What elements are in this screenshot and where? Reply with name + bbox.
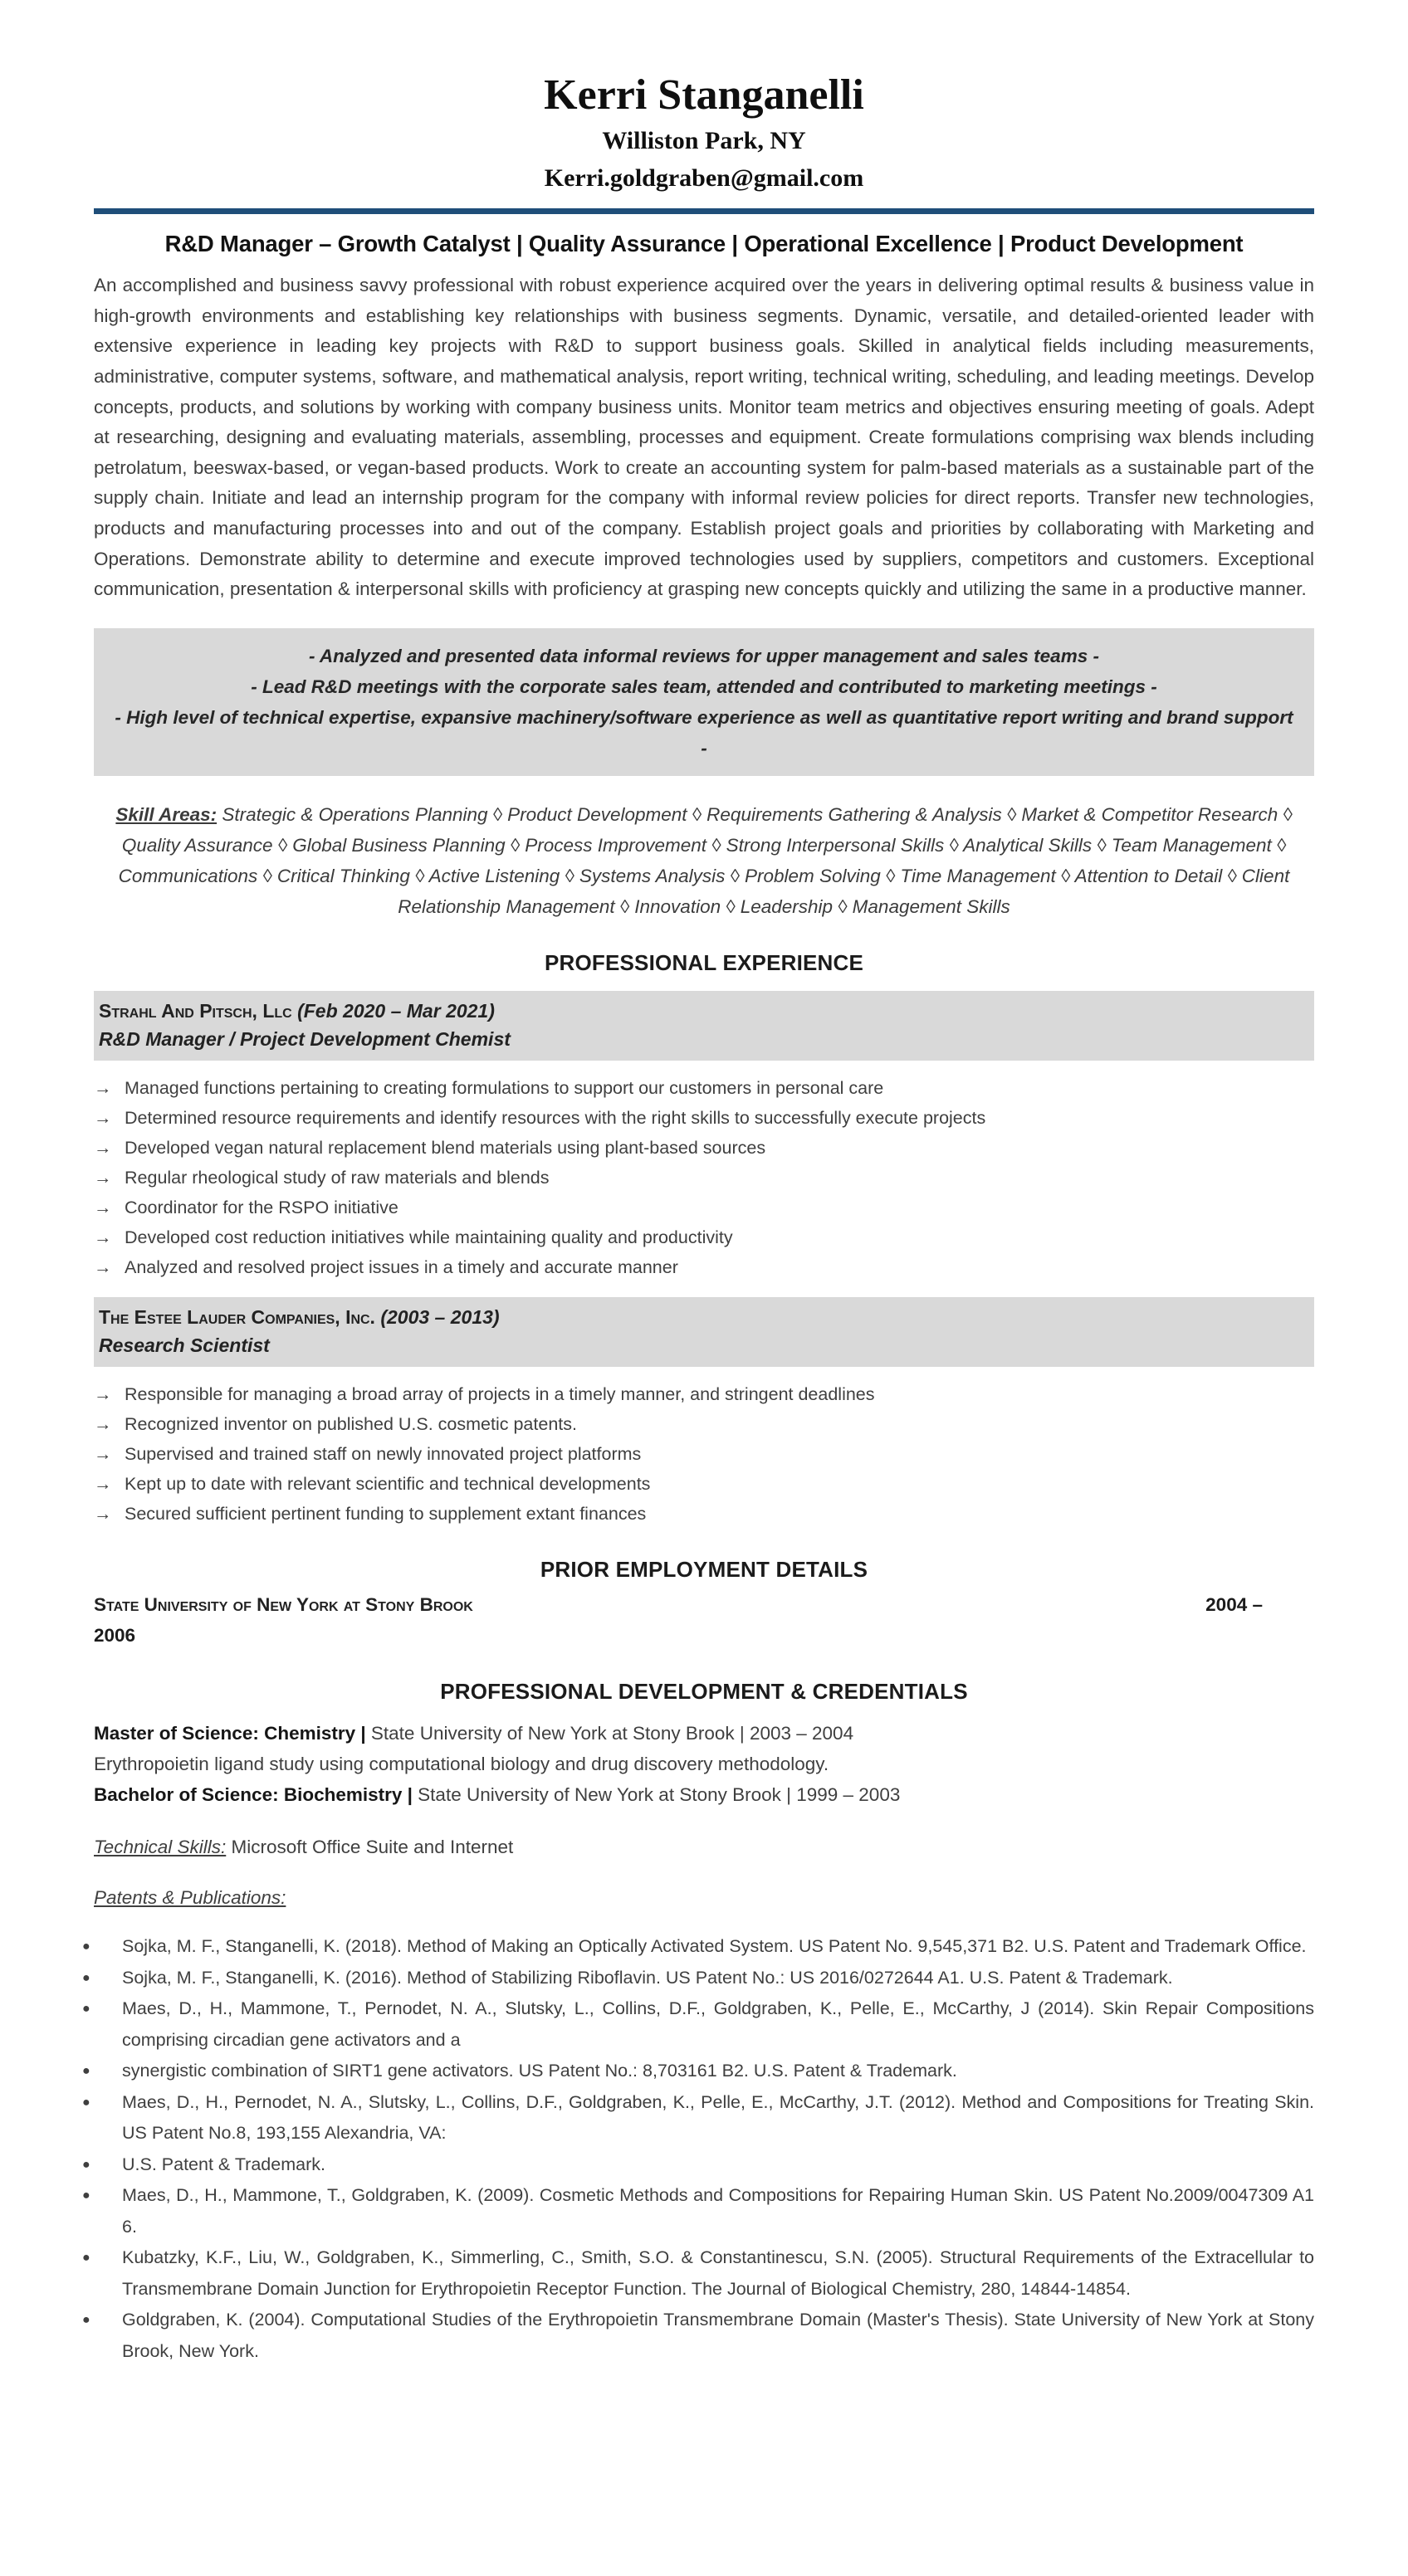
prior-date-end: 2006	[94, 1624, 136, 1646]
job-bullet-text: Developed cost reduction initiatives while maintaining quality and productivity	[125, 1227, 733, 1247]
job-bullet-list	[94, 1073, 1314, 1282]
prior-employment-row	[94, 1589, 1314, 1620]
highlight-line: - High level of technical expertise, expansive machinery/software experience as well as quantitative report writing and brand support -	[115, 706, 1293, 759]
highlight-line: - Lead R&D meetings with the corporate sales team, attended and contributed to marketing meetings -	[251, 676, 1157, 697]
section-heading-experience: PROFESSIONAL EXPERIENCE	[544, 949, 864, 975]
dot-bullet-icon: ●	[82, 1970, 90, 1985]
dot-bullet-icon: ●	[82, 1939, 90, 1954]
publication-text: Sojka, M. F., Stanganelli, K. (2016). Method of Stabilizing Riboflavin. US Patent No.: US 2016/0272644 A1. U.S. Patent & Trademark.	[122, 1967, 1173, 1988]
dot-bullet-icon: ●	[82, 2313, 90, 2328]
arrow-bullet-icon: →	[94, 1227, 112, 1247]
patents-publications-label	[94, 1882, 1314, 1913]
job-bullet-text: Regular rheological study of raw materials and blends	[125, 1167, 550, 1188]
bachelors-degree: Bachelor of Science: Biochemistry |	[94, 1783, 413, 1805]
publication-item	[82, 1931, 1314, 1963]
arrow-bullet-icon: →	[94, 1443, 112, 1464]
technical-skills-value: Microsoft Office Suite and Internet	[226, 1836, 514, 1857]
skill-areas	[94, 799, 1314, 922]
dot-bullet-icon: ●	[82, 2064, 90, 2079]
publication-text: Maes, D., H., Pernodet, N. A., Slutsky, L., Collins, D.F., Goldgraben, K., Pelle, E., McCarthy, J.T. (2012). Method and Compositions for Treating Skin. US Patent No.8, 193,155 Alexandria, VA:	[122, 2091, 1314, 2144]
publication-item	[82, 2149, 1314, 2181]
highlights-block	[94, 628, 1314, 776]
experience-section	[94, 991, 1314, 1529]
job-bullet	[94, 1439, 1314, 1469]
publication-text: Goldgraben, K. (2004). Computational Studies of the Erythropoietin Transmembrane Domain (Master's Thesis). State University of New York at Stony Brook, New York.	[122, 2310, 1314, 2361]
job-role: R&D Manager / Project Development Chemist	[99, 1027, 511, 1050]
publication-item	[82, 1963, 1314, 1994]
job-header-band	[94, 991, 1314, 1061]
publication-text: U.S. Patent & Trademark.	[122, 2154, 325, 2174]
dot-bullet-icon: ●	[82, 2251, 90, 2266]
job-bullet	[94, 1379, 1314, 1409]
arrow-bullet-icon: →	[94, 1383, 112, 1404]
job-bullet-text: Recognized inventor on published U.S. cosmetic patents.	[125, 1413, 577, 1434]
masters-school-dates: State University of New York at Stony Brook | 2003 – 2004	[365, 1722, 854, 1744]
arrow-bullet-icon: →	[94, 1256, 112, 1277]
masters-degree: Master of Science: Chemistry |	[94, 1722, 366, 1744]
job-bullet	[94, 1409, 1314, 1439]
job-bullet-text: Analyzed and resolved project issues in a timely and accurate manner	[125, 1256, 678, 1277]
dot-bullet-icon: ●	[82, 2095, 90, 2110]
skill-areas-list: Strategic & Operations Planning ◊ Product Development ◊ Requirements Gathering & Analysis ◊ Market & Competitor Research ◊ Quality Assurance ◊ Global Business Planning ◊ Process Improvement ◊ Strong Interpersonal Skills ◊ Analytical Skills ◊ Team Management ◊ Communications ◊ Critical Thinking ◊ Active Listening ◊ Systems Analysis ◊ Problem Solving ◊ Time Management ◊ Attention to Detail ◊ Client Relationship Management ◊ Innovation ◊ Leadership ◊ Management Skills	[118, 803, 1293, 917]
highlight-line: - Analyzed and presented data informal reviews for upper management and sales teams -	[309, 645, 1099, 666]
job-bullet	[94, 1499, 1314, 1529]
publication-item	[82, 2305, 1314, 2367]
job-company-line	[99, 997, 1309, 1025]
arrow-bullet-icon: →	[94, 1197, 112, 1217]
publication-item	[82, 2180, 1314, 2242]
section-heading-development: PROFESSIONAL DEVELOPMENT & CREDENTIALS	[440, 1678, 968, 1704]
job-company: Strahl And Pitsch, Llc	[99, 999, 298, 1022]
job-bullet-text: Managed functions pertaining to creating formulations to support our customers in personal care	[125, 1077, 884, 1098]
education-masters	[94, 1718, 1314, 1749]
arrow-bullet-icon: →	[94, 1137, 112, 1158]
job-bullet-text: Coordinator for the RSPO initiative	[125, 1197, 398, 1217]
prior-employer: State University of New York at Stony Brook	[94, 1593, 473, 1615]
job-bullet	[94, 1469, 1314, 1499]
headline: R&D Manager – Growth Catalyst | Quality Assurance | Operational Excellence | Product Development	[164, 231, 1244, 257]
job-bullet	[94, 1222, 1314, 1252]
job-company: The Estee Lauder Companies, Inc.	[99, 1305, 381, 1328]
job-bullet-text: Secured sufficient pertinent funding to supplement extant finances	[125, 1503, 647, 1524]
person-location: Williston Park, NY	[602, 127, 806, 155]
publications-list	[82, 1931, 1314, 2367]
skill-areas-label: Skill Areas:	[115, 803, 218, 825]
job-header-band	[94, 1297, 1314, 1367]
publication-item	[82, 2087, 1314, 2149]
publication-text: Sojka, M. F., Stanganelli, K. (2018). Method of Making an Optically Activated System. US Patent No. 9,545,371 B2. U.S. Patent and Trademark Office.	[122, 1936, 1307, 1957]
masters-thesis-note: Erythropoietin ligand study using computational biology and drug discovery methodology.	[94, 1753, 829, 1774]
technical-skills-label: Technical Skills:	[94, 1836, 227, 1857]
job-bullet-text: Kept up to date with relevant scientific and technical developments	[125, 1473, 651, 1494]
arrow-bullet-icon: →	[94, 1413, 112, 1434]
summary-paragraph: An accomplished and business savvy professional with robust experience acquired over the years in delivering optimal results & business value in high-growth environments and establishing key relationships with business segments. Dynamic, versatile, and detailed-oriented leader with extensive experience in leading key projects with R&D to support business goals. Skilled in analytical fields including measurements, administrative, computer systems, software, and mathematical analysis, report writing, technical writing, scheduling, and leading meetings. Develop concepts, products, and solutions by working with company business units. Monitor team metrics and objectives ensuring meeting of goals. Adept at researching, designing and evaluating materials, assembling, processes and equipment. Create formulations comprising wax blends including petrolatum, beeswax-based, or vegan-based products. Work to create an accounting system for palm-based materials as a sustainable part of the supply chain. Initiate and lead an internship program for the company with informal review policies for direct reports. Transfer new technologies, products and manufacturing processes into and out of the company. Establish project goals and priorities by collaborating with Marketing and Operations. Demonstrate ability to determine and execute improved technologies used by suppliers, competitors and customers. Exceptional communication, presentation & interpersonal skills with proficiency at grasping new concepts quickly and utilizing the same in a productive manner.	[94, 275, 1314, 600]
arrow-bullet-icon: →	[94, 1107, 112, 1128]
dot-bullet-icon: ●	[82, 2188, 90, 2203]
education-block	[94, 1718, 1314, 1810]
arrow-bullet-icon: →	[94, 1077, 112, 1098]
arrow-bullet-icon: →	[94, 1503, 112, 1524]
job-bullet-text: Developed vegan natural replacement blend materials using plant-based sources	[125, 1137, 766, 1158]
job-company-line	[99, 1303, 1309, 1331]
publication-item	[82, 1993, 1314, 2056]
job-bullet	[94, 1163, 1314, 1193]
publication-text: synergistic combination of SIRT1 gene activators. US Patent No.: 8,703161 B2. U.S. Patent & Trademark.	[122, 2061, 957, 2081]
person-email: Kerri.goldgraben@gmail.com	[544, 163, 864, 192]
job-bullet	[94, 1133, 1314, 1163]
prior-date-start: 2004 –	[1205, 1593, 1263, 1615]
job-bullet	[94, 1193, 1314, 1222]
publication-text: Maes, D., H., Mammone, T., Pernodet, N. A., Slutsky, L., Collins, D.F., Goldgraben, K., Pelle, E., McCarthy, J (2014). Skin Repair Compositions comprising circadian gene activators and a	[122, 1998, 1314, 2050]
job-bullet	[94, 1103, 1314, 1133]
publication-item	[82, 2056, 1314, 2087]
person-name: Kerri Stanganelli	[544, 71, 864, 119]
header-divider	[94, 208, 1314, 214]
job-bullet	[94, 1073, 1314, 1103]
job-role: Research Scientist	[99, 1334, 270, 1356]
publication-text: Maes, D., H., Mammone, T., Goldgraben, K. (2009). Cosmetic Methods and Compositions for Repairing Human Skin. US Patent No.2009/0047309 A1 6.	[122, 2185, 1314, 2237]
job-bullet-text: Supervised and trained staff on newly innovated project platforms	[125, 1443, 642, 1464]
arrow-bullet-icon: →	[94, 1167, 112, 1188]
publication-item	[82, 2242, 1314, 2305]
job-bullet	[94, 1252, 1314, 1282]
arrow-bullet-icon: →	[94, 1473, 112, 1494]
technical-skills-line	[94, 1832, 1314, 1862]
patents-publications-label-text: Patents & Publications:	[94, 1886, 286, 1908]
job-dates: (Feb 2020 – Mar 2021)	[297, 999, 495, 1022]
job-bullet-list	[94, 1379, 1314, 1529]
section-heading-prior-employment: PRIOR EMPLOYMENT DETAILS	[540, 1556, 868, 1582]
bachelors-school-dates: State University of New York at Stony Brook | 1999 – 2003	[412, 1783, 901, 1805]
job-bullet-text: Determined resource requirements and identify resources with the right skills to successfully execute projects	[125, 1107, 986, 1128]
job-dates: (2003 – 2013)	[380, 1305, 500, 1328]
education-bachelors	[94, 1779, 1314, 1810]
job-entry	[94, 991, 1314, 1282]
publication-text: Kubatzky, K.F., Liu, W., Goldgraben, K., Simmerling, C., Smith, S.O. & Constantinescu, S.N. (2005). Structural Requirements of the Extracellular to Transmembrane Domain Junction for Erythropoietin Receptor Function. The Journal of Biological Chemistry, 280, 14844-14854.	[122, 2247, 1314, 2299]
job-entry	[94, 1297, 1314, 1529]
dot-bullet-icon: ●	[82, 2157, 90, 2172]
job-bullet-text: Responsible for managing a broad array of projects in a timely manner, and stringent deadlines	[125, 1383, 875, 1404]
dot-bullet-icon: ●	[82, 2002, 90, 2017]
